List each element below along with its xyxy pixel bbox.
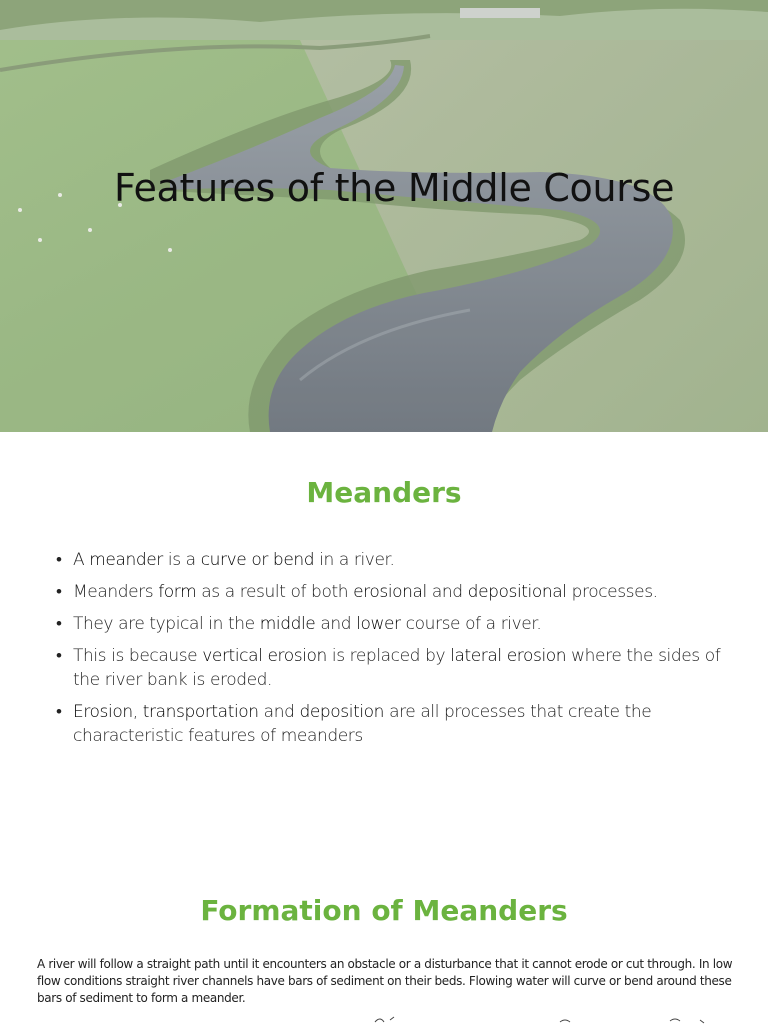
bullet-keyword: form [158,582,197,602]
title-slide [0,0,768,432]
bullet-keyword: middle [259,614,316,634]
bullet-item [56,548,736,572]
aerial-river-meander-photo [0,0,768,432]
bullet-text: course of a river. [400,614,542,634]
bullet-text: and [426,582,468,602]
formation-heading: Formation of Meanders [200,894,568,927]
bullet-text: where the sides of the river bank is eroded. [73,646,721,690]
bullet-keyword: curve or bend [200,550,315,570]
bullet-text: is replaced by [326,646,451,666]
meander-diagram-sketch [370,1014,730,1024]
bullet-text: in a river. [314,550,395,570]
bullet-text: are all processes that create the characteristic features of meanders [73,702,652,746]
bullet-keyword: transportation [142,702,259,722]
bullet-keyword: erosional [353,582,427,602]
bullet-keyword: depositional [467,582,567,602]
bullet-text: and [315,614,357,634]
formation-paragraph: A river will follow a straight path until it encounters an obstacle or a disturbance that it cannot erode or cut through. In low flow conditions straight river channels have bars of sediment on their beds. Flowing water will curve or bend around these bars of sediment to form a meander. [37,957,733,1005]
bullet-keyword: meander [89,550,163,570]
meanders-bullet-list [56,548,736,756]
bullet-item [56,612,736,636]
meanders-heading: Meanders [306,476,462,509]
bullet-item [56,700,736,748]
meanders-slide [0,432,768,864]
bullet-text: is a [162,550,201,570]
slide-title: Features of the Middle Course [114,166,675,210]
bullet-keyword: lower [356,614,401,634]
bullet-text: as a result of both [196,582,354,602]
bullet-keyword: lateral erosion [450,646,567,666]
bullet-text: They are typical in the [73,614,260,634]
formation-slide [0,864,768,1024]
bullet-text: , [132,702,143,722]
bullet-keyword: Erosion [73,702,133,722]
bullet-keyword: deposition [299,702,385,722]
bullet-text: This is because [73,646,203,666]
bullet-item [56,580,736,604]
bullet-item [56,644,736,692]
bullet-keyword: vertical erosion [202,646,327,666]
bullet-text: Meanders [73,582,159,602]
bullet-text: processes. [566,582,658,602]
bullet-text: A [73,550,90,570]
bullet-text: and [258,702,300,722]
